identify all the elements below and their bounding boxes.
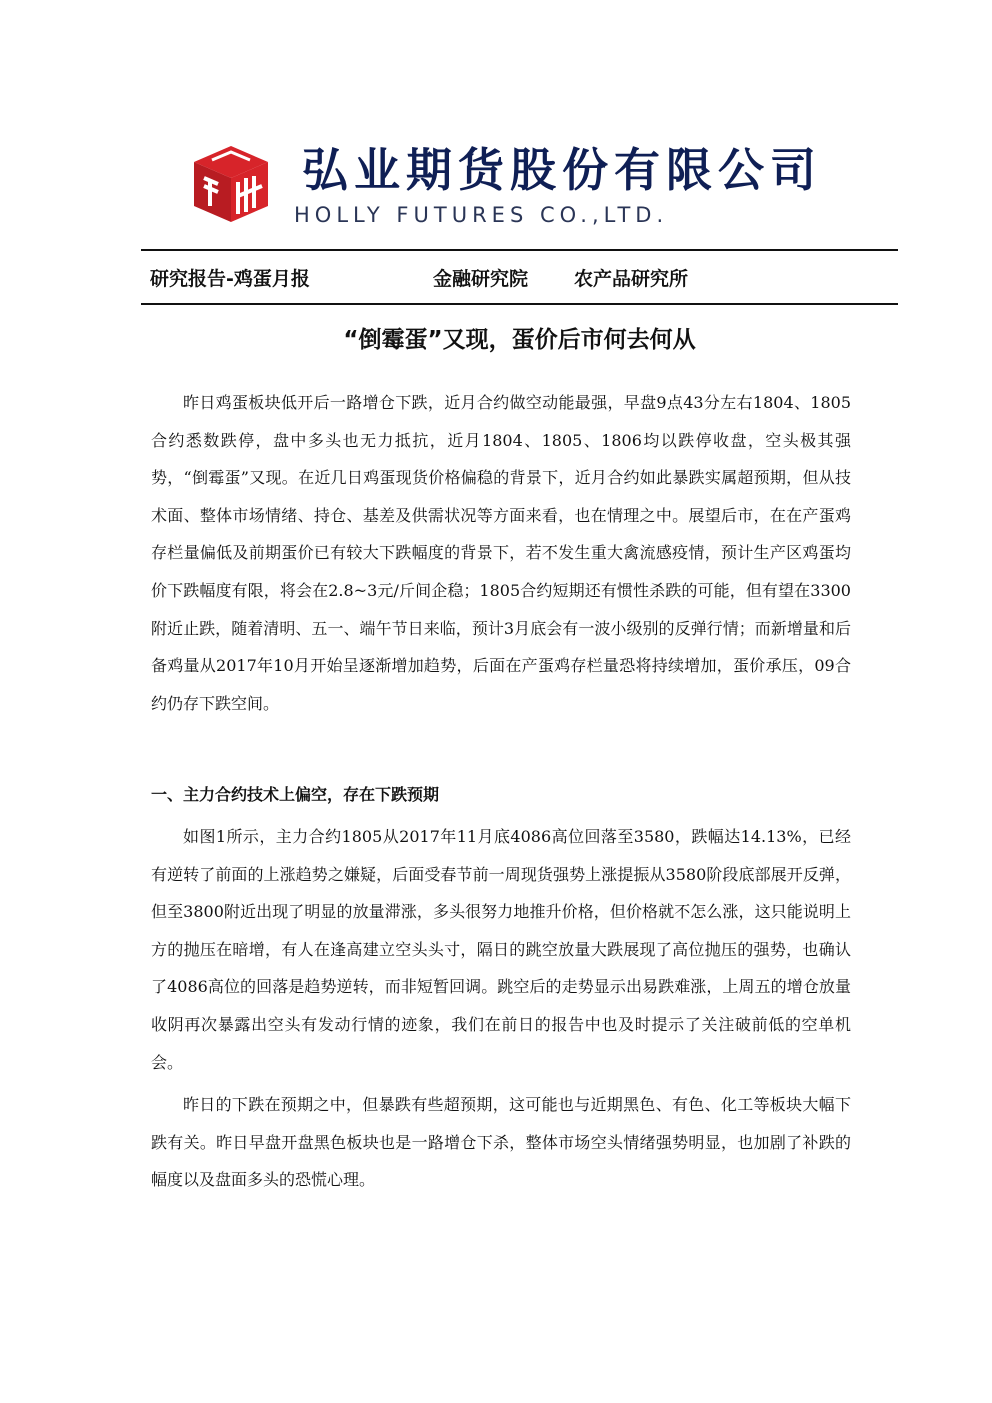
report-header — [150, 262, 890, 296]
section-heading: 一、主力合约技术上偏空，存在下跌预期 — [151, 785, 440, 804]
section1-paragraph-1: 如图1所示，主力合约1805从2017年11月底4086高位回落至3580，跌幅达14.13%，已经有逆转了前面的上涨趋势之嫌疑，后面受春节前一周现货强势上涨提振从3580阶段底部展开反弹，但至3800附近出现了明显的放量滞涨，多头很努力地推升价格，但价格就不怎么涨，这只能说明上方的抛压在暗增，有人在逢高建立空头头寸，隔日的跳空放量大跌展现了高位抛压的强势，也确认了4086高位的回落是趋势逆转，而非短暂回调。跳空后的走势显示出易跌难涨，上周五的增仓放量收阴再次暴露出空头有发动行情的迹象，我们在前日的报告中也及时提示了关注破前低的空单机会。 — [151, 827, 851, 1072]
section1-paragraph-2: 昨日的下跌在预期之中，但暴跌有些超预期，这可能也与近期黑色、有色、化工等板块大幅下跌有关。昨日早盘开盘黑色板块也是一路增仓下杀，整体市场空头情绪强势明显，也加剧了补跌的幅度以及盘面多头的恐慌心理。 — [151, 1095, 851, 1190]
intro-paragraph: 昨日鸡蛋板块低开后一路增仓下跌，近月合约做空动能最强，早盘9点43分左右1804、1805合约悉数跌停，盘中多头也无力抵抗，近月1804、1805、1806均以跌停收盘，空头极其强势，“倒霉蛋”又现。在近几日鸡蛋现货价格偏稳的背景下，近月合约如此暴跌实属超预期，但从技术面、整体市场情绪、持仓、基差及供需状况等方面来看，也在情理之中。展望后市，在在产蛋鸡存栏量偏低及前期蛋价已有较大下跌幅度的背景下，若不发生重大禽流感疫情，预计生产区鸡蛋均价下跌幅度有限，将会在2.8~3元/斤间企稳；1805合约短期还有惯性杀跌的可能，但有望在3300附近止跌，随着清明、五一、端午节日来临，预计3月底会有一波小级别的反弹行情；而新增量和后备鸡量从2017年10月开始呈逐渐增加趋势，后面在产蛋鸡存栏量恐将持续增加，蛋价承压，09合约仍存下跌空间。 — [151, 393, 851, 713]
holly-cube-logo-icon — [190, 142, 272, 224]
report-title: “倒霉蛋”又现，蛋价后市何去何从 — [343, 327, 696, 353]
department-name: 农产品研究所 — [574, 268, 689, 290]
company-logo — [190, 142, 850, 228]
header-bottom-rule — [141, 303, 898, 305]
company-name-cn: 弘业期货股份有限公司 — [302, 143, 822, 197]
report-type: 研究报告-鸡蛋月报 — [150, 268, 310, 290]
institute-name: 金融研究院 — [433, 268, 529, 290]
header-top-rule — [141, 249, 898, 251]
company-name-en: HOLLY FUTURES CO.,LTD. — [294, 203, 669, 227]
